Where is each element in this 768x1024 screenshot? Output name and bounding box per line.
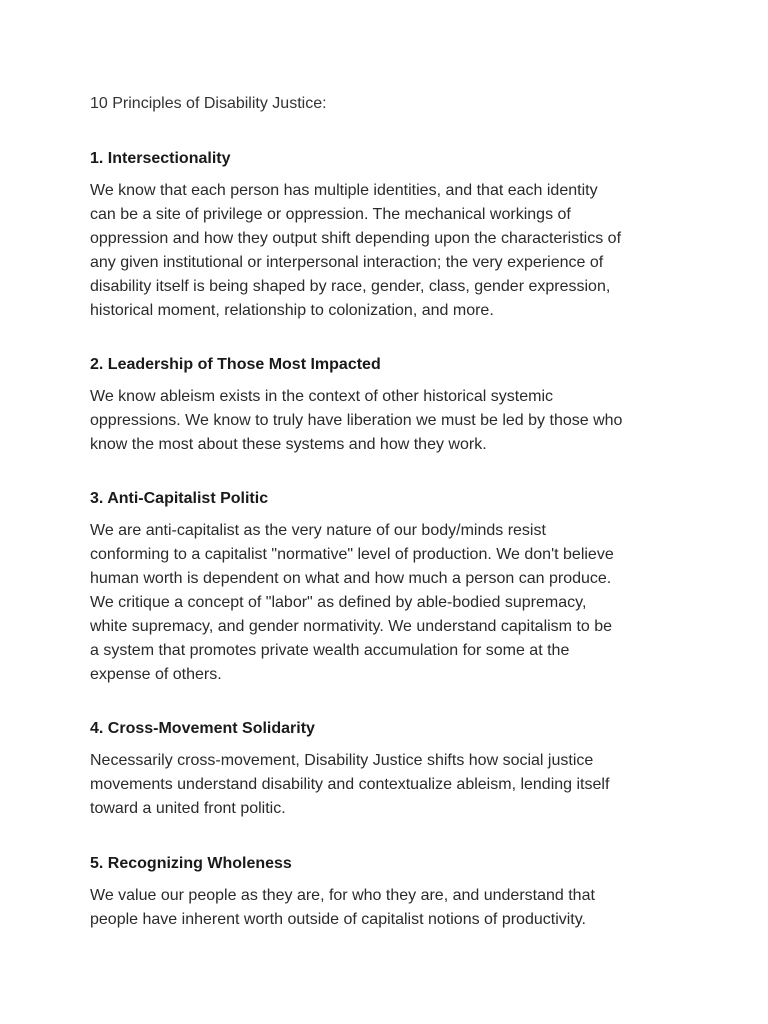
body-line: We know that each person has multiple identities, and that each identity (90, 182, 598, 199)
body-line: historical moment, relationship to colonization, and more. (90, 302, 494, 319)
section-heading: 3. Anti-Capitalist Politic (90, 490, 269, 507)
document-title: 10 Principles of Disability Justice: (90, 95, 327, 112)
body-line: movements understand disability and contextualize ableism, lending itself (90, 776, 610, 793)
section-heading: 2. Leadership of Those Most Impacted (90, 356, 381, 373)
body-line: disability itself is being shaped by race, gender, class, gender expression, (90, 278, 611, 295)
body-line: Necessarily cross-movement, Disability Justice shifts how social justice (90, 752, 594, 769)
principle-section-anti-capitalist (90, 489, 690, 687)
body-line: human worth is dependent on what and how much a person can produce. (90, 570, 612, 587)
body-line: We value our people as they are, for who they are, and understand that (90, 887, 595, 904)
body-line: oppressions. We know to truly have liberation we must be led by those who (90, 412, 623, 429)
principle-section-cross-movement (90, 719, 690, 821)
section-body (90, 179, 690, 323)
body-line: We are anti-capitalist as the very nature of our body/minds resist (90, 522, 546, 539)
body-line: people have inherent worth outside of capitalist notions of productivity. (90, 911, 586, 928)
body-line: conforming to a capitalist "normative" level of production. We don't believe (90, 546, 614, 563)
section-body (90, 385, 690, 457)
body-line: We know ableism exists in the context of other historical systemic (90, 388, 553, 405)
section-heading: 5. Recognizing Wholeness (90, 855, 292, 872)
section-heading: 4. Cross-Movement Solidarity (90, 720, 315, 737)
body-line: a system that promotes private wealth accumulation for some at the (90, 642, 570, 659)
body-line: toward a united front politic. (90, 800, 286, 817)
principle-section-wholeness (90, 854, 690, 932)
body-line: can be a site of privilege or oppression. The mechanical workings of (90, 206, 571, 223)
principle-section-leadership (90, 355, 690, 457)
body-line: expense of others. (90, 666, 222, 683)
body-line: any given institutional or interpersonal interaction; the very experience of (90, 254, 604, 271)
section-body (90, 749, 690, 821)
body-line: We critique a concept of "labor" as defined by able-bodied supremacy, (90, 594, 587, 611)
body-line: know the most about these systems and how they work. (90, 436, 487, 453)
section-heading: 1. Intersectionality (90, 150, 231, 167)
principle-section-intersectionality (90, 149, 690, 323)
section-body (90, 884, 690, 932)
body-line: oppression and how they output shift depending upon the characteristics of (90, 230, 622, 247)
section-body (90, 519, 690, 687)
body-line: white supremacy, and gender normativity. We understand capitalism to be (90, 618, 613, 635)
